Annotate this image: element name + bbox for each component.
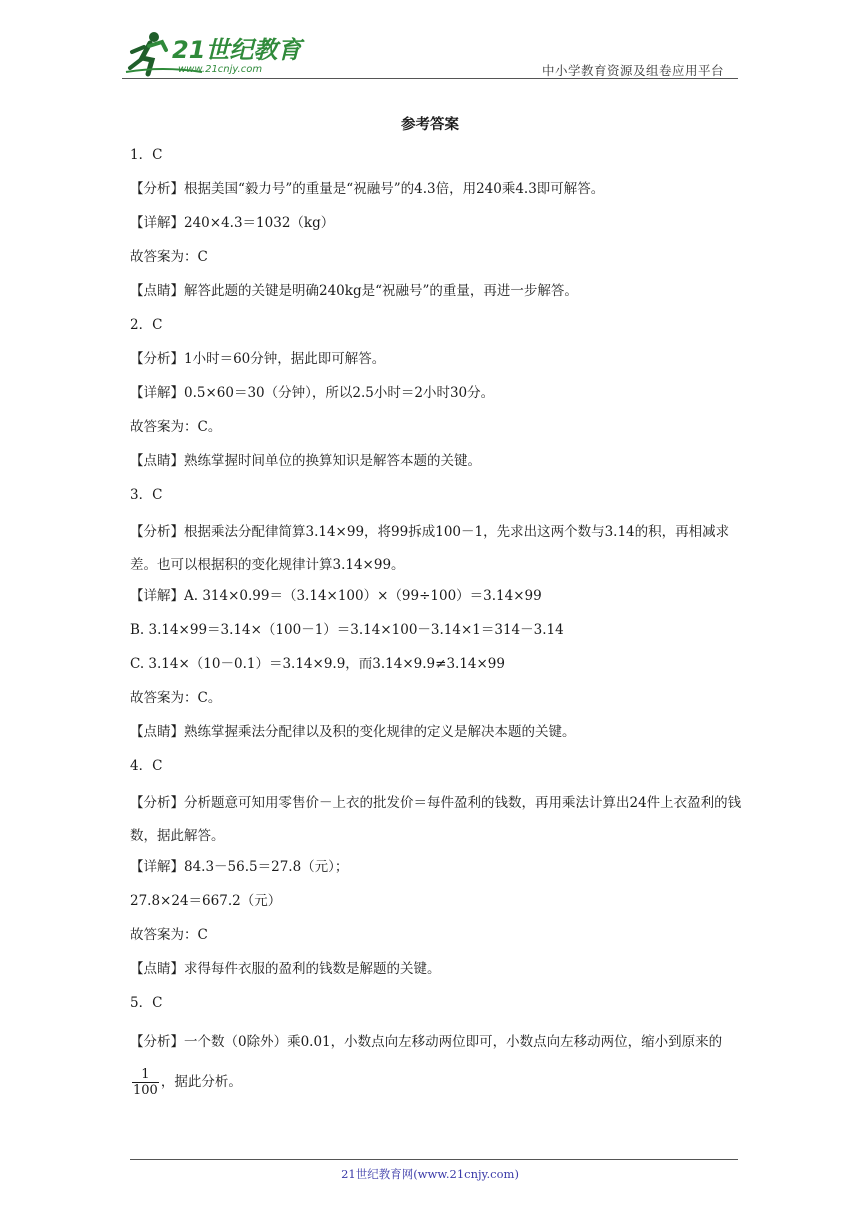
detail-line: 27.8×24＝667.2（元） xyxy=(130,893,282,909)
comment-line: 【点睛】熟练掌握乘法分配律以及积的变化规律的定义是解决本题的关键。 xyxy=(130,724,576,740)
logo xyxy=(122,28,322,80)
detail-line: 【详解】84.3－56.5＝27.8（元）； xyxy=(130,859,349,875)
comment-line: 【点睛】熟练掌握时间单位的换算知识是解答本题的关键。 xyxy=(130,453,481,469)
answer-number: 3．C xyxy=(130,487,163,503)
comment-line: 【点睛】解答此题的关键是明确240kg是“祝融号”的重量，再进一步解答。 xyxy=(130,283,578,299)
logo-text: 21世纪教育 xyxy=(172,36,302,64)
detail-line: 【详解】0.5×60＝30（分钟），所以2.5小时＝2小时30分。 xyxy=(130,385,495,401)
page-title: 参考答案 xyxy=(401,116,459,133)
detail-line: B. 3.14×99＝3.14×（100－1）＝3.14×100－3.14×1＝314－3.14 xyxy=(130,622,564,638)
answer-number: 5．C xyxy=(130,995,163,1011)
detail-line: C. 3.14×（10－0.1）＝3.14×9.9，而3.14×9.9≠3.14×99 xyxy=(130,656,505,672)
analysis-paragraph xyxy=(130,1022,742,1102)
answer-number: 1．C xyxy=(130,147,163,163)
answer-line: 故答案为：C xyxy=(130,927,208,943)
fraction-numerator: 1 xyxy=(132,1067,159,1083)
fraction xyxy=(132,1067,159,1098)
page-header xyxy=(122,28,738,80)
analysis-paragraph: 【分析】分析题意可知用零售价－上衣的批发价＝每件盈利的钱数，再用乘法计算出24件上衣盈利的钱数，据此解答。 xyxy=(130,795,742,844)
comment-line: 【点睛】求得每件衣服的盈利的钱数是解题的关键。 xyxy=(130,961,441,977)
analysis-line: 【分析】1小时＝60分钟，据此即可解答。 xyxy=(130,351,386,367)
site-name: 中小学教育资源及组卷应用平台 xyxy=(541,63,724,78)
logo-url: www.21cnjy.com xyxy=(178,64,263,75)
detail-line: 【详解】A. 314×0.99＝（3.14×100）×（99÷100）＝3.14×99 xyxy=(130,588,542,604)
analysis-text-end: ，据此分析。 xyxy=(160,1074,242,1090)
header-divider xyxy=(122,78,738,79)
detail-line: 【详解】240×4.3＝1032（kg） xyxy=(130,215,335,231)
answer-line: 故答案为：C。 xyxy=(130,690,222,706)
analysis-text: 【分析】一个数（0除外）乘0.01，小数点向左移动两位即可，小数点向左移动两位，缩小到原来的 xyxy=(130,1034,723,1050)
answer-line: 故答案为：C。 xyxy=(130,419,222,435)
analysis-paragraph: 【分析】根据乘法分配律简算3.14×99，将99拆成100－1，先求出这两个数与3.14的积，再相减求差。也可以根据积的变化规律计算3.14×99。 xyxy=(130,524,730,573)
answer-number: 2．C xyxy=(130,317,163,333)
fraction-denominator: 100 xyxy=(133,1083,158,1098)
footer-text: 21世纪教育网(www.21cnjy.com) xyxy=(341,1167,519,1181)
analysis-line: 【分析】根据美国“毅力号”的重量是“祝融号”的4.3倍，用240乘4.3即可解答。 xyxy=(130,181,605,197)
answer-line: 故答案为：C xyxy=(130,249,208,265)
answer-number: 4．C xyxy=(130,758,163,774)
footer-divider xyxy=(130,1159,738,1160)
